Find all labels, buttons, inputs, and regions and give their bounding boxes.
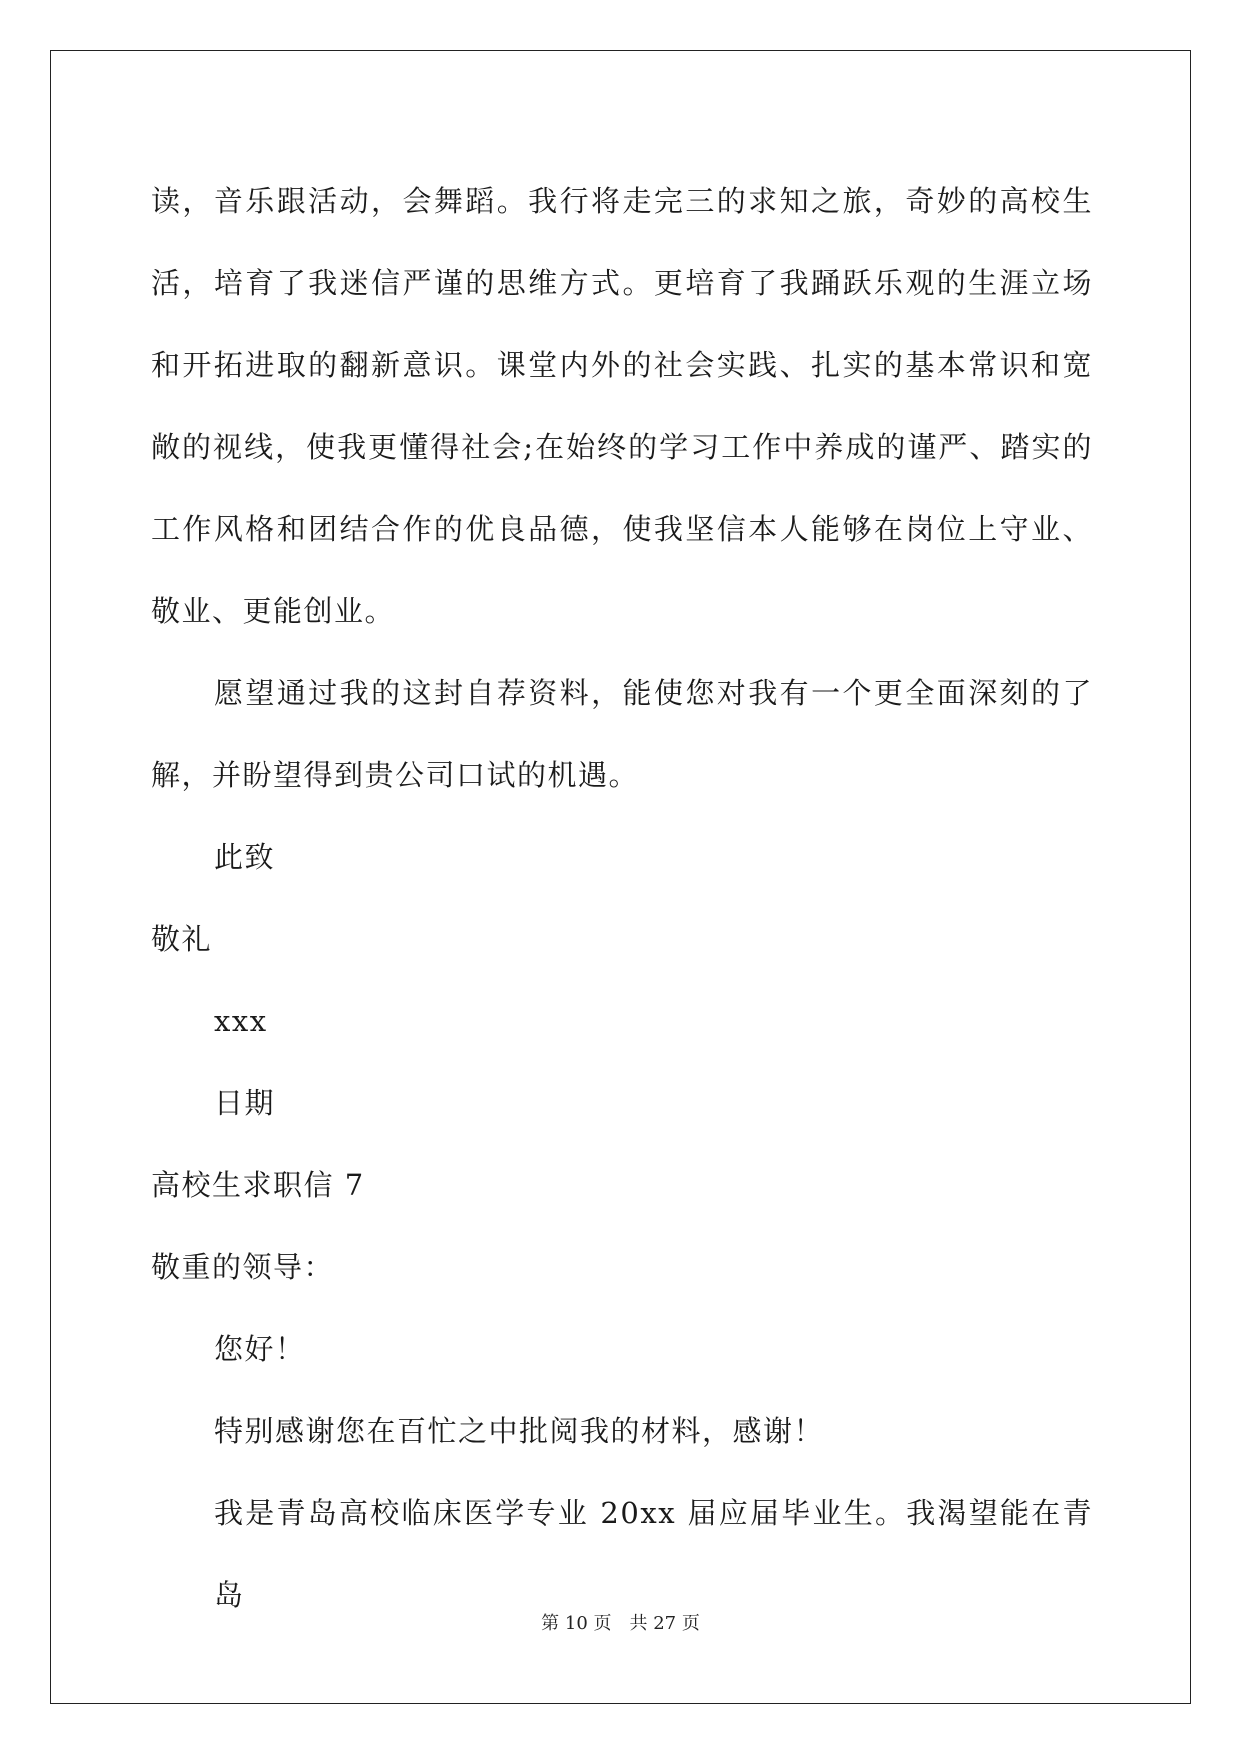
text-line: 工作风格和团结合作的优良品德，使我坚信本人能够在岗位上守业、 bbox=[151, 512, 1093, 546]
text-line: 特别感谢您在百忙之中批阅我的材料，感谢！ bbox=[214, 1414, 825, 1448]
text-line: 愿望通过我的这封自荐资料，能使您对我有一个更全面深刻的了 bbox=[214, 676, 1093, 710]
signature-date: 日期 bbox=[214, 1086, 276, 1120]
text-line: 读，音乐跟活动，会舞蹈。我行将走完三的求知之旅，奇妙的高校生 bbox=[151, 184, 1093, 218]
text-line: 活，培育了我迷信严谨的思维方式。更培育了我踊跃乐观的生涯立场 bbox=[151, 266, 1093, 300]
signature-name: xxx bbox=[214, 1004, 268, 1038]
letter-salutation: 敬重的领导： bbox=[151, 1250, 335, 1284]
greeting-line: 您好！ bbox=[214, 1332, 306, 1366]
text-line: 我是青岛高校临床医学专业 20xx 届应届毕业生。我渴望能在青岛 bbox=[214, 1496, 1093, 1612]
text-line: 敬业、更能创业。 bbox=[151, 594, 396, 628]
document-body bbox=[151, 160, 1093, 1612]
closing-salutation: 此致 bbox=[214, 840, 276, 874]
page-total: 共 27 页 bbox=[629, 1613, 700, 1634]
closing-regards: 敬礼 bbox=[151, 922, 213, 956]
text-line: 敞的视线，使我更懂得社会;在始终的学习工作中养成的谨严、踏实的 bbox=[151, 430, 1093, 464]
page-number: 第 10 页 bbox=[541, 1613, 612, 1634]
text-line: 解，并盼望得到贵公司口试的机遇。 bbox=[151, 758, 640, 792]
text-line: 和开拓进取的翻新意识。课堂内外的社会实践、扎实的基本常识和宽 bbox=[151, 348, 1093, 382]
page-footer bbox=[0, 1612, 1241, 1636]
section-heading: 高校生求职信 7 bbox=[151, 1168, 365, 1202]
